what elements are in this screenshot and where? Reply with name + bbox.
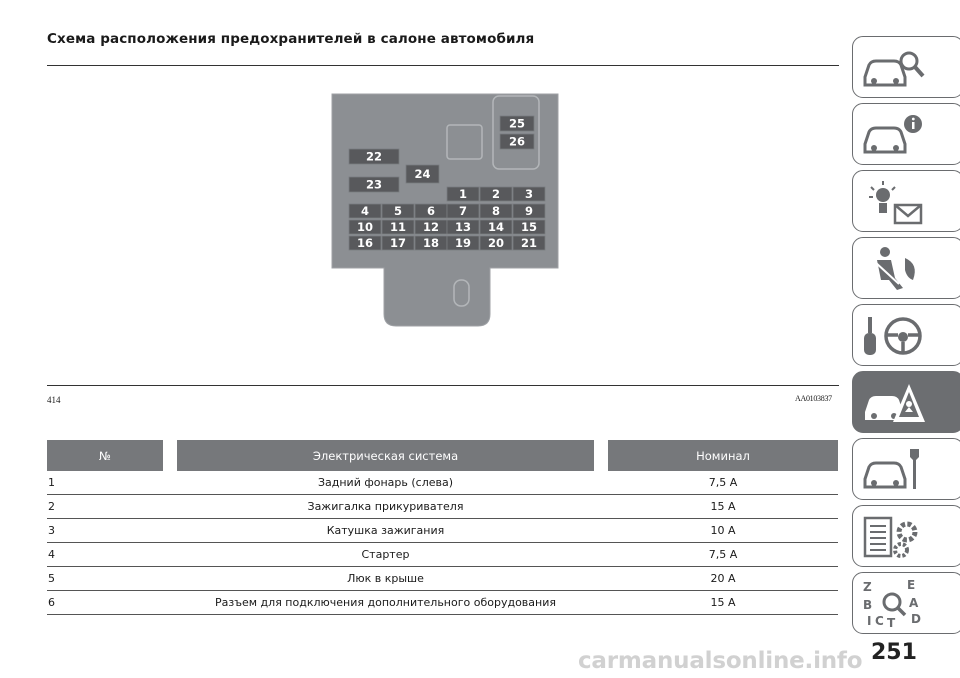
fuse-label-20: 20 — [487, 236, 505, 251]
table-row — [47, 591, 838, 615]
header-gap — [163, 440, 177, 471]
tab-dashboard[interactable] — [852, 103, 960, 165]
cell-system: Задний фонарь (слева) — [163, 471, 608, 495]
cell-number: 5 — [47, 567, 163, 591]
cell-system: Зажигалка прикуривателя — [163, 495, 608, 519]
car-info-icon — [861, 110, 925, 160]
fuse-label-15: 15 — [520, 220, 538, 235]
fuse-label-24: 24 — [414, 167, 431, 182]
fuse-label-12: 12 — [422, 220, 440, 235]
cell-system: Катушка зажигания — [163, 519, 608, 543]
cell-system: Разъем для подключения дополнительного оборудования — [163, 591, 608, 615]
cell-number: 6 — [47, 591, 163, 615]
page-number: 251 — [871, 640, 917, 665]
specifications-gear-icon — [861, 512, 925, 562]
fuse-label-10: 10 — [356, 220, 374, 235]
cell-number: 3 — [47, 519, 163, 543]
fuse-label-2: 2 — [491, 187, 501, 202]
table-row — [47, 471, 838, 495]
tab-technical-data[interactable] — [852, 505, 960, 567]
header-system: Электрическая система — [177, 440, 594, 471]
cell-rating: 15 А — [608, 495, 838, 519]
key-steering-wheel-icon — [861, 311, 925, 361]
watermark: carmanualsonline.info — [578, 648, 863, 674]
fuse-label-22: 22 — [365, 149, 383, 164]
fuse-label-19: 19 — [454, 236, 472, 251]
table-row — [47, 495, 838, 519]
fuse-label-5: 5 — [393, 204, 403, 219]
cell-system: Люк в крыше — [163, 567, 608, 591]
cell-number: 2 — [47, 495, 163, 519]
page-title: Схема расположения предохранителей в салоне автомобиля — [47, 31, 535, 47]
fuse-label-4: 4 — [360, 204, 370, 219]
tab-emergencies[interactable] — [852, 371, 960, 433]
fuse-label-17: 17 — [389, 236, 407, 251]
cell-rating: 15 А — [608, 591, 838, 615]
tab-warning-lights[interactable] — [852, 170, 960, 232]
tab-starting-driving[interactable] — [852, 304, 960, 366]
svg-text:A: A — [909, 596, 919, 610]
fuse-label-7: 7 — [458, 204, 468, 219]
fuse-label-23: 23 — [365, 177, 383, 192]
fuse-label-1: 1 — [458, 187, 468, 202]
fuse-box-diagram — [330, 92, 560, 328]
cell-number: 1 — [47, 471, 163, 495]
header-rule — [47, 65, 839, 66]
fuse-label-3: 3 — [524, 187, 534, 202]
fuse-label-9: 9 — [524, 204, 534, 219]
fuse-label-6: 6 — [426, 204, 436, 219]
table-row — [47, 543, 838, 567]
svg-text:D: D — [911, 612, 921, 626]
fuse-label-13: 13 — [454, 220, 472, 235]
tab-index[interactable] — [852, 572, 960, 634]
fuse-label-14: 14 — [487, 220, 505, 235]
table-row — [47, 567, 838, 591]
svg-text:C: C — [875, 614, 884, 628]
cell-rating: 7,5 А — [608, 543, 838, 567]
cell-rating: 10 А — [608, 519, 838, 543]
cell-rating: 20 А — [608, 567, 838, 591]
cell-system: Стартер — [163, 543, 608, 567]
fuse-label-11: 11 — [389, 220, 407, 235]
fuse-box-figure — [330, 92, 560, 328]
figure-code: AA0103837 — [795, 394, 832, 403]
header-rating: Номинал — [608, 440, 838, 471]
svg-text:Z: Z — [863, 580, 872, 594]
svg-text:T: T — [887, 616, 896, 629]
seatbelt-airbag-icon — [861, 244, 925, 294]
table-header-row — [47, 440, 838, 471]
fuse-label-16: 16 — [356, 236, 374, 251]
header-number: № — [47, 440, 163, 471]
car-breakdown-warning-icon — [861, 378, 925, 428]
tab-vehicle-overview[interactable] — [852, 36, 960, 98]
car-wrench-icon — [861, 445, 925, 495]
figure-number: 414 — [47, 395, 61, 405]
fuse-table — [47, 440, 838, 615]
tab-maintenance[interactable] — [852, 438, 960, 500]
fuse-label-21: 21 — [520, 236, 538, 251]
table-row — [47, 519, 838, 543]
cell-number: 4 — [47, 543, 163, 567]
svg-text:B: B — [863, 598, 873, 612]
cell-rating: 7,5 А — [608, 471, 838, 495]
fuse-label-8: 8 — [491, 204, 501, 219]
fuse-label-18: 18 — [422, 236, 440, 251]
svg-text:E: E — [907, 579, 916, 592]
figure-rule — [47, 385, 839, 386]
tab-safety[interactable] — [852, 237, 960, 299]
warning-light-envelope-icon — [861, 177, 925, 227]
car-magnifier-icon — [861, 43, 925, 93]
svg-text:I: I — [867, 614, 872, 628]
alphabetical-index-icon — [861, 579, 925, 629]
fuse-label-25: 25 — [508, 116, 526, 131]
header-gap — [594, 440, 608, 471]
fuse-label-26: 26 — [508, 134, 526, 149]
